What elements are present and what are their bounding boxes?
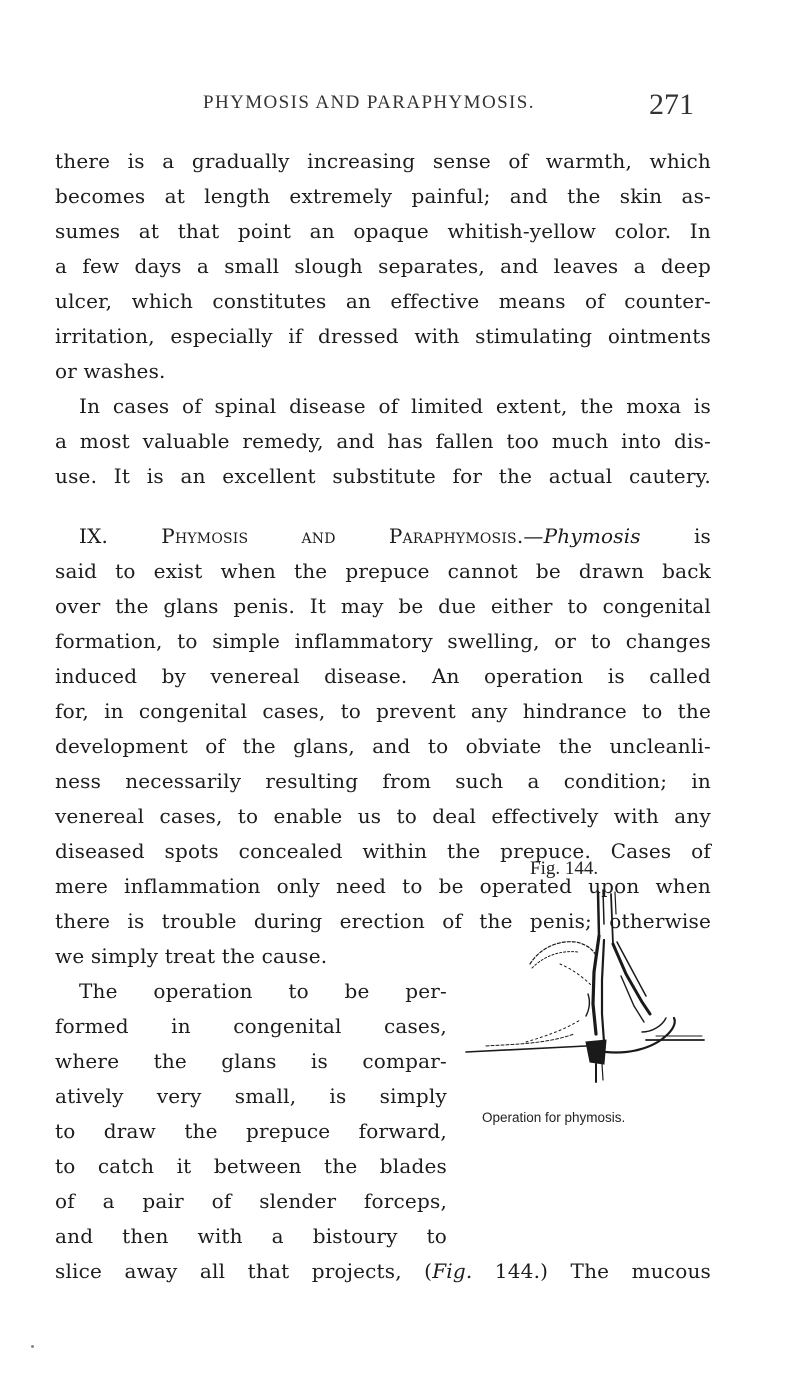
fig-reference: Fig. xyxy=(432,1259,473,1283)
em-dash: — xyxy=(523,524,544,548)
text-line: of a pair of slender forceps, xyxy=(55,1189,447,1213)
text-line: formed in congenital cases, xyxy=(55,1014,447,1038)
text-line: venereal cases, to enable us to deal effectively with any xyxy=(55,804,711,828)
text-line: sumes at that point an opaque whitish-yellow color. In xyxy=(55,219,711,243)
text-line: In cases of spinal disease of limited extent, the moxa is xyxy=(79,394,711,418)
text-line: diseased spots concealed within the prepuce. Cases of xyxy=(55,839,711,863)
text-line: development of the glans, and to obviate the uncleanli- xyxy=(55,734,711,758)
text-line: becomes at length extremely painful; and the skin as- xyxy=(55,184,711,208)
text-line: over the glans penis. It may be due either to congenital xyxy=(55,594,711,618)
text-line: there is a gradually increasing sense of warmth, which xyxy=(55,149,711,173)
text-line: ulcer, which constitutes an effective means of counter- xyxy=(55,289,711,313)
text-line: for, in congenital cases, to prevent any hindrance to the xyxy=(55,699,711,723)
text-line: to catch it between the blades xyxy=(55,1154,447,1178)
text-line xyxy=(55,1257,711,1285)
text-line: said to exist when the prepuce cannot be drawn back xyxy=(55,559,711,583)
text-line: irritation, especially if dressed with stimulating ointments xyxy=(55,324,711,348)
figure-144 xyxy=(456,858,716,1128)
figure-label: Fig. 144. xyxy=(530,858,599,879)
text-span: 144.) The mucous xyxy=(472,1259,711,1283)
text-line: or washes. xyxy=(55,359,166,383)
section-number: IX. xyxy=(79,524,109,548)
forceps-illustration xyxy=(456,884,716,1106)
text-span: slice away all that projects, ( xyxy=(55,1259,433,1283)
text-line: atively very small, is simply xyxy=(55,1084,447,1108)
text-line: we simply treat the cause. xyxy=(55,944,328,968)
text-line: The operation to be per- xyxy=(79,979,447,1003)
page-speck xyxy=(31,1345,34,1348)
text-line: to draw the prepuce forward, xyxy=(55,1119,447,1143)
section-heading-line xyxy=(79,522,711,550)
text-line: there is trouble during erection of the penis; otherwise xyxy=(55,909,711,933)
text-line: ness necessarily resulting from such a condition; in xyxy=(55,769,711,793)
running-head: PHYMOSIS AND PARAPHYMOSIS. xyxy=(203,92,535,113)
text-line: a most valuable remedy, and has fallen too much into dis- xyxy=(55,429,711,453)
text-line: mere inflammation only need to be operated upon when xyxy=(55,874,711,898)
section-heading: Phymosis and Paraphymosis. xyxy=(161,524,524,548)
text-line: and then with a bistoury to xyxy=(55,1224,447,1248)
text-line: where the glans is compar- xyxy=(55,1049,447,1073)
text-line: a few days a small slough separates, and leaves a deep xyxy=(55,254,711,278)
page-header xyxy=(0,88,800,128)
page-number: 271 xyxy=(649,88,694,121)
text-line: induced by venereal disease. An operation is called xyxy=(55,664,711,688)
text-line: use. It is an excellent substitute for the actual cautery. xyxy=(55,464,711,488)
section-lead-rest: is xyxy=(640,524,712,548)
italic-term: Phymosis xyxy=(543,524,641,548)
figure-caption: Operation for phymosis. xyxy=(482,1110,626,1125)
text-line: formation, to simple inflammatory swelling, or to changes xyxy=(55,629,711,653)
